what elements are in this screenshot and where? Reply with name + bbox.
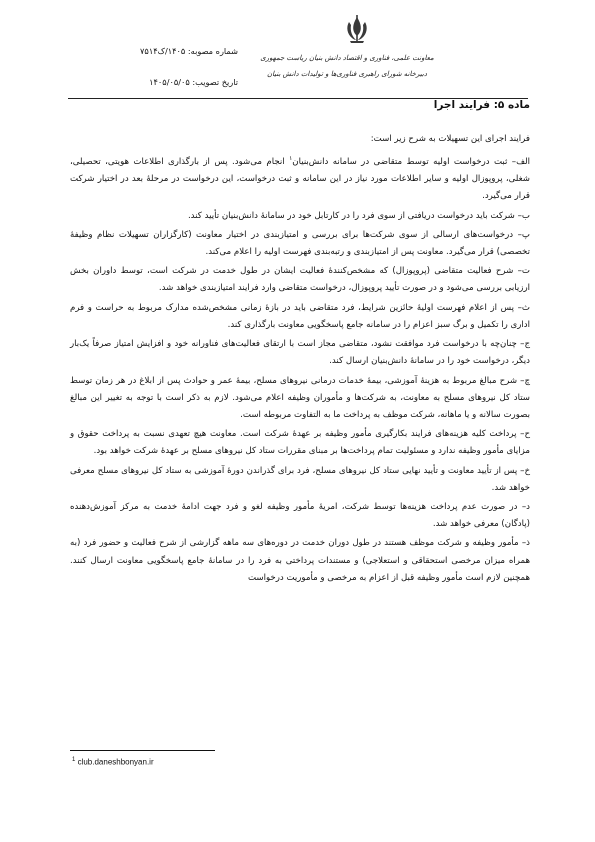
paragraph [70,300,530,334]
paragraph-text: ب– شرکت باید درخواست دریافتی از سوی فرد را در کارتابل خود در سامانهٔ دانش‌بنیان تأیید کند. [187,210,530,221]
approval-info [68,36,238,98]
paragraph-text: ح– پرداخت کلیه هزینه‌های فرایند بکارگیری مأمور وظیفه بر عهدهٔ شرکت است. معاونت هیچ تعهدی نسبت به پرداخت حقوق و مزایای مأمور وظیفه ندارد و مسئولیت تمام پرداخت‌ها بر مبنای مقررات ستاد کل نیروهای مسلح بر عهدهٔ شرکت خواهد بود. [70,429,530,457]
footnote-text: club.daneshbonyan.ir [75,757,154,767]
article-body [70,131,530,589]
paragraph [70,150,530,205]
paragraph [70,208,530,225]
organization-names [238,50,456,82]
footnote [72,757,154,767]
iran-emblem-icon [343,14,371,44]
paragraph-text: فرایند اجرای این تسهیلات به شرح زیر است: [370,134,530,144]
approval-number: شماره مصوبه: ۱۴۰۵/ک۷۵۱۴ [140,46,238,56]
paragraph-text: ت– شرح فعالیت متقاضی (پروپوزال) که مشخص‌کنندهٔ فعالیت ایشان در طول خدمت در شرکت است، توسط داوران بخش ارزیابی بررسی می‌شود و در صورت تأیید پروپوزال، درخواست متقاضی وارد فرایند امتیازبندی خواهد شد. [70,266,530,294]
paragraph-text: ث– پس از اعلام فهرست اولیهٔ حائزین شرایط، فرد متقاضی باید در بازهٔ زمانی مشخص‌شده مدارک مربوط به حراست و فرم اداری را تکمیل و برگ سبز اعزام را در سامانه جامع پاسخگویی معاونت بارگذاری کند. [70,302,530,330]
paragraph [70,131,530,148]
paragraph [70,336,530,370]
paragraph-text-continued: انجام می‌شود. پس از بارگذاری اطلاعات هویتی، تحصیلی، شغلی، پروپوزال اولیه و سایر اطلاعات مورد نیاز در این سامانه و ثبت درخواست، این درخواست در مرحلهٔ بعد در اختیار شرکت قرار می‌گیرد. [70,157,530,202]
org-line-1: معاونت علمی، فناوری و اقتصاد دانش بنیان ریاست جمهوری [260,54,434,62]
paragraph-text: چ– شرح مبالغ مربوط به هزینهٔ آموزشی، بیمهٔ خدمات درمانی نیروهای مسلح، بیمهٔ عمر و حوادث پس از ابلاغ در هر زمان توسط ستاد کل نیروهای مسلح به معاونت، به شرکت‌ها و مأموران وظیفه اعلام می‌شود. لازم به ذکر است با توجه به تغییر این مبالغ بصورت سالانه و یا ماهانه، شرکت موظف به پرداخت ما به التفاوت مربوطه است. [70,375,530,420]
paragraph-text: الف– ثبت درخواست اولیه توسط متقاضی در سامانه دانش‌بنیان [292,157,530,168]
paragraph-text: ذ– مأمور وظیفه و شرکت موظف هستند در طول دوران خدمت در دوره‌های سه ماهه گزارشی از شرح فعالیت و حضور فرد (به همراه میزان مرخصی استحقاقی و استعلاجی) و مستندات پرداختی به فرد را در سامانهٔ جامع پاسخگویی معاونت ارسال کنند. همچنین لازم است مأمور وظیفه قبل از اعزام به مرخصی و مأموریت درخواست [70,538,530,583]
paragraph [70,373,530,425]
footnote-marker: 1 [72,757,76,763]
approval-date: تاریخ تصویب: ۱۴۰۵/۰۵/۰۵ [149,77,238,87]
paragraph [70,426,530,460]
paragraph-text: خ– پس از تأیید معاونت و تأیید نهایی ستاد کل نیروهای مسلح، فرد برای گذراندن دورهٔ آموزشی به ستاد کل نیروهای مسلح معرفی خواهد شد. [70,465,530,493]
article-title: ماده ۵: فرایند اجرا [433,99,530,111]
org-line-2: دبیرخانه شورای راهبری فناوری‌ها و تولیدات دانش بنیان [267,70,427,78]
paragraph-text: د– در صورت عدم پرداخت هزینه‌ها توسط شرکت، امریهٔ مأمور وظیفه لغو و فرد جهت ادامهٔ خدمت به مرکز آموزش‌دهنده (پادگان) معرفی خواهد شد. [70,501,530,530]
paragraph [70,263,530,297]
paragraph-text: ج– چنان‌چه با درخواست فرد موافقت نشود، متقاضی مجاز است با ارتقای فعالیت‌های فناورانه خود و افزایش امتیاز صرفاً یک‌بار دیگر، درخواست خود را در سامانهٔ دانش‌بنیان ارسال کند. [70,339,530,367]
paragraph [70,463,530,497]
paragraph-text: پ– درخواست‌های ارسالی از سوی شرکت‌ها برای بررسی و امتیازبندی در اختیار معاونت (کارگزاران تسهیلات نظام وظیفهٔ تخصصی) قرار می‌گیرد. معاونت پس از امتیازبندی و رتبه‌بندی فهرست اولیه را اعلام می‌کند. [70,229,530,258]
paragraph [70,499,530,533]
footnote-divider [70,750,215,751]
footnote-ref: ۱ [289,155,293,163]
paragraph [70,227,530,261]
letterhead [68,12,528,90]
paragraph [70,535,530,587]
